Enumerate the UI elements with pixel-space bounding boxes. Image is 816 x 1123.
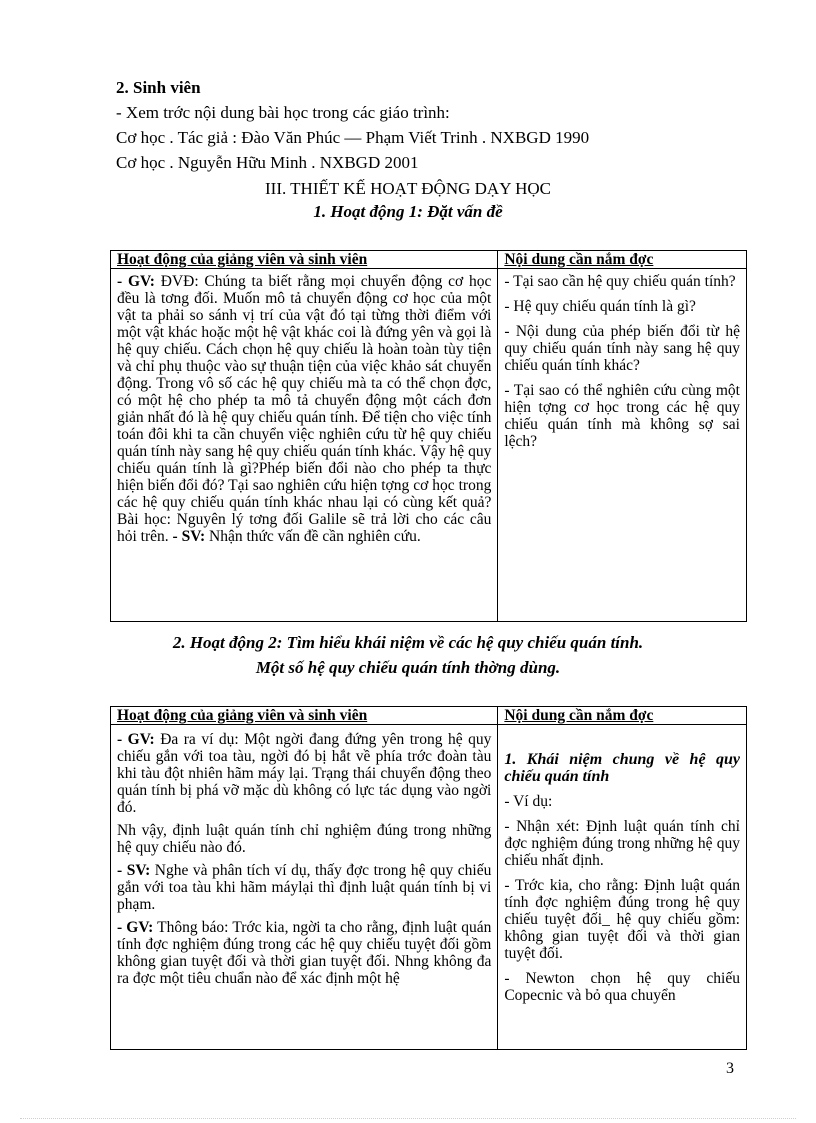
activity-2-title-line-2: Một số hệ quy chiếu quán tính thờng dùng. (255, 658, 561, 677)
list-item: - Ví dụ: (504, 793, 553, 810)
list-item: - Nội dung của phép biến đổi từ hệ quy chiếu quán tính này sang hệ quy chiếu quán tính khác? (504, 323, 740, 374)
activity-2-table (110, 706, 747, 1050)
list-item: - Nhận xét: Định luật quán tính chỉ đợc nghiệm đúng trong những hệ quy chiếu nhất định. (504, 818, 740, 869)
table-2-left-cell (111, 725, 498, 1050)
sv-label: - SV: (172, 528, 206, 545)
activity-1-title: 1. Hoạt động 1: Đặt vấn đề (313, 202, 503, 221)
table-1-left-cell (111, 269, 498, 622)
table-2-right-cell (498, 725, 747, 1050)
gv-label: - GV: (117, 731, 155, 748)
gv-label: - GV: (117, 919, 154, 936)
activity-2-title-line-1: 2. Hoạt động 2: Tìm hiểu khái niệm về các hệ quy chiếu quán tính. (172, 633, 644, 652)
list-item: - Tại sao có thể nghiên cứu cùng một hiện tợng cơ học trong các hệ quy chiếu quán tính mà không sợ sai lệch? (504, 382, 740, 450)
gv-label: - GV: (117, 273, 155, 290)
paragraph: Nh vậy, định luật quán tính chỉ nghiệm đúng trong những hệ quy chiếu nào đó. (117, 822, 492, 856)
gv-text: ĐVĐ: Chúng ta biết rằng mọi chuyển động cơ học đều là tơng đối. Muốn mô tả chuyển động cơ học của một vật ta phải so sánh vị trí của vật đó tại từng thời điểm với một vật khác hoặc một hệ vật khác coi là đứng yên và gọi là hệ quy chiếu. Cách chọn hệ quy chiếu là hoàn toàn tùy tiện và chỉ phụ thuộc vào sự thuận tiện của việc khảo sát chuyển động. Trong vô số các hệ quy chiếu mà ta có thể chọn đợc, có một hệ cho phép ta mô tả chuyển động một cách đơn giản nhất đó là hệ quy chiếu quán tính. Để tiện cho việc tính toán đôi khi ta cần chuyển việc nghiên cứu từ hệ quy chiếu quán tính này sang hệ quy chiếu quán tính khác. Vậy hệ quy chiếu quán tính là gì?Phép biến đổi nào cho phép ta thực hiện biến đổi đó? Tại sao nghiên cứu hiện tợng cơ học trong các hệ quy chiếu quán tính khác nhau lại có cùng kết quả? Bài học: Nguyên lý tơng đối Galile sẽ trả lời cho các câu hỏi trên. (117, 273, 492, 545)
activity-1-table (110, 250, 747, 622)
list-item: - Tại sao cần hệ quy chiếu quán tính? (504, 273, 736, 290)
table-2-header-left: Hoạt động của giảng viên và sinh viên (111, 707, 498, 725)
footer-divider (20, 1118, 796, 1119)
students-heading: 2. Sinh viên (116, 78, 201, 97)
sv-text: Nhận thức vấn đề cần nghiên cứu. (209, 528, 421, 545)
gv-text: Thông báo: Trớc kia, ngời ta cho rằng, định luật quán tính đợc nghiệm đúng trong các hệ quy chiếu tuyệt đối gồm không gian tuyệt đối và thời gian tuyệt đối. Nhng không đa ra đợc một tiêu chuẩn nào để xác định một hệ (117, 919, 492, 987)
sv-label: - SV: (117, 862, 151, 879)
table-1-right-cell (498, 269, 747, 622)
students-line-1: - Xem trớc nội dung bài học trong các giáo trình: (116, 103, 450, 122)
gv-text: Đa ra ví dụ: Một ngời đang đứng yên trong hệ quy chiếu gắn với toa tàu, ngời đó bị hắt về phía trớc đoàn tàu khi tàu đột nhiên hãm máy lại. Trạng thái chuyển động theo quán tính bị phá vỡ mặc dù không có lực tác dụng vào ngời đó. (117, 731, 492, 816)
section-title: III. THIẾT KẾ HOẠT ĐỘNG DẠY HỌC (265, 179, 551, 198)
students-line-3: Cơ học . Nguyễn Hữu Minh . NXBGD 2001 (116, 153, 419, 172)
list-item: - Hệ quy chiếu quán tính là gì? (504, 298, 696, 315)
table-2-header-right: Nội dung cần nắm đợc (498, 707, 747, 725)
list-item: - Trớc kia, cho rằng: Định luật quán tính đợc nghiệm đúng trong hệ quy chiếu tuyệt đối_ hệ quy chiếu gồm: không gian tuyệt đối và thời gian tuyệt đối. (504, 877, 740, 962)
students-line-2: Cơ học . Tác giả : Đào Văn Phúc — Phạm Viết Trinh . NXBGD 1990 (116, 128, 590, 147)
concept-heading: 1. Khái niệm chung về hệ quy chiếu quán tính (504, 751, 740, 785)
page-number: 3 (726, 1060, 734, 1077)
table-1-header-right: Nội dung cần nắm đợc (498, 251, 747, 269)
sv-text: Nghe và phân tích ví dụ, thấy đợc trong hệ quy chiếu gắn với toa tàu khi hãm máylại thì định luật quán tính bị vi phạm. (117, 862, 492, 913)
list-item: - Newton chọn hệ quy chiếu Copecnic và bỏ qua chuyển (504, 970, 740, 1004)
table-1-header-left: Hoạt động của giảng viên và sinh viên (111, 251, 498, 269)
